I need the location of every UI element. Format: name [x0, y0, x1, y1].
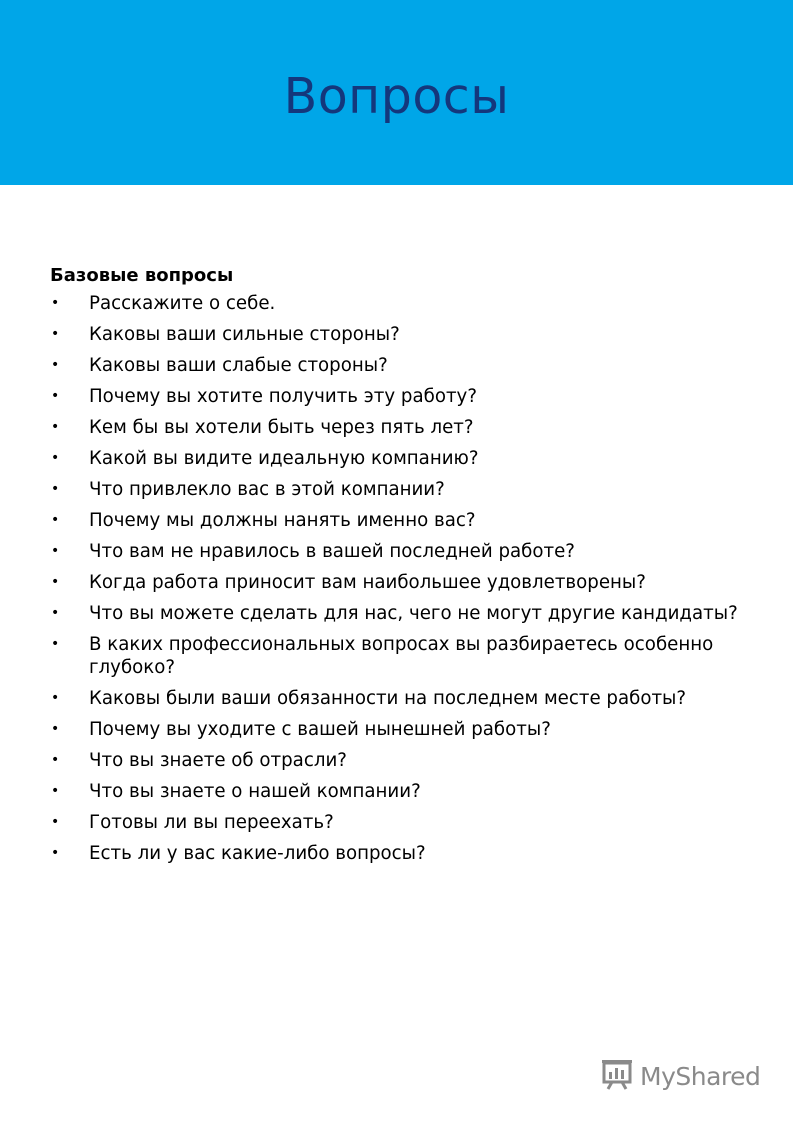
- bullet-icon: •: [51, 605, 60, 621]
- list-item: [50, 385, 750, 408]
- header-banner: [0, 0, 793, 185]
- bullet-icon: •: [51, 752, 60, 768]
- bullet-icon: •: [51, 512, 60, 528]
- list-item-text: Когда работа приносит вам наибольшее удовлетворены?: [89, 572, 646, 593]
- list-item: [50, 323, 750, 346]
- list-item: [50, 509, 750, 532]
- list-item-text: Почему вы уходите с вашей нынешней работы?: [89, 719, 551, 740]
- list-item-text: Каковы были ваши обязанности на последнем месте работы?: [89, 688, 687, 709]
- list-item-text: Готовы ли вы переехать?: [89, 812, 334, 833]
- content: [50, 262, 750, 873]
- list-item-text: Что вы знаете об отрасли?: [89, 750, 347, 771]
- list-item: [50, 292, 750, 315]
- watermark-logo: [600, 1058, 760, 1094]
- bullet-icon: •: [51, 481, 60, 497]
- bullet-icon: •: [51, 543, 60, 559]
- list-item: [50, 811, 750, 834]
- watermark-text: MyShared: [640, 1061, 761, 1091]
- bullet-icon: •: [51, 845, 60, 861]
- list-item: [50, 416, 750, 439]
- list-item-text: Что привлекло вас в этой компании?: [89, 479, 445, 500]
- bullet-icon: •: [51, 450, 60, 466]
- list-item-text: Что вам не нравилось в вашей последней работе?: [89, 541, 575, 562]
- list-item-text: Что вы знаете о нашей компании?: [89, 781, 421, 802]
- list-item: [50, 354, 750, 377]
- list-item: [50, 571, 750, 594]
- bullet-icon: •: [51, 419, 60, 435]
- list-item-text: Почему мы должны нанять именно вас?: [89, 510, 476, 531]
- list-item: [50, 478, 750, 501]
- bullet-icon: •: [51, 326, 60, 342]
- list-item-text: Кем бы вы хотели быть через пять лет?: [89, 417, 474, 438]
- bullet-icon: •: [51, 574, 60, 590]
- presentation-board-icon: [600, 1057, 634, 1095]
- page-title: Вопросы: [283, 68, 510, 125]
- list-item: [50, 842, 750, 865]
- bullet-icon: •: [51, 357, 60, 373]
- bullet-icon: •: [51, 690, 60, 706]
- list-item-text: Каковы ваши сильные стороны?: [89, 324, 400, 345]
- list-item: [50, 749, 750, 772]
- list-item: [50, 718, 750, 741]
- bullet-icon: •: [51, 388, 60, 404]
- list-item-text: В каких профессиональных вопросах вы разбираетесь особенно глубоко?: [89, 634, 714, 678]
- list-item: [50, 540, 750, 563]
- bullet-icon: •: [51, 721, 60, 737]
- list-item: [50, 602, 750, 625]
- bullet-icon: •: [51, 814, 60, 830]
- list-item: [50, 447, 750, 470]
- list-item-text: Есть ли у вас какие-либо вопросы?: [89, 843, 426, 864]
- list-item-text: Какой вы видите идеальную компанию?: [89, 448, 479, 469]
- bullet-icon: •: [51, 636, 60, 652]
- section-title: Базовые вопросы: [50, 265, 234, 286]
- list-item: [50, 687, 750, 710]
- list-item-text: Каковы ваши слабые стороны?: [89, 355, 388, 376]
- question-list: [50, 292, 750, 865]
- list-item-text: Почему вы хотите получить эту работу?: [89, 386, 477, 407]
- list-item-text: Что вы можете сделать для нас, чего не могут другие кандидаты?: [89, 603, 738, 624]
- list-item: [50, 633, 750, 679]
- bullet-icon: •: [51, 295, 60, 311]
- bullet-icon: •: [51, 783, 60, 799]
- list-item: [50, 780, 750, 803]
- list-item-text: Расскажите о себе.: [89, 293, 276, 314]
